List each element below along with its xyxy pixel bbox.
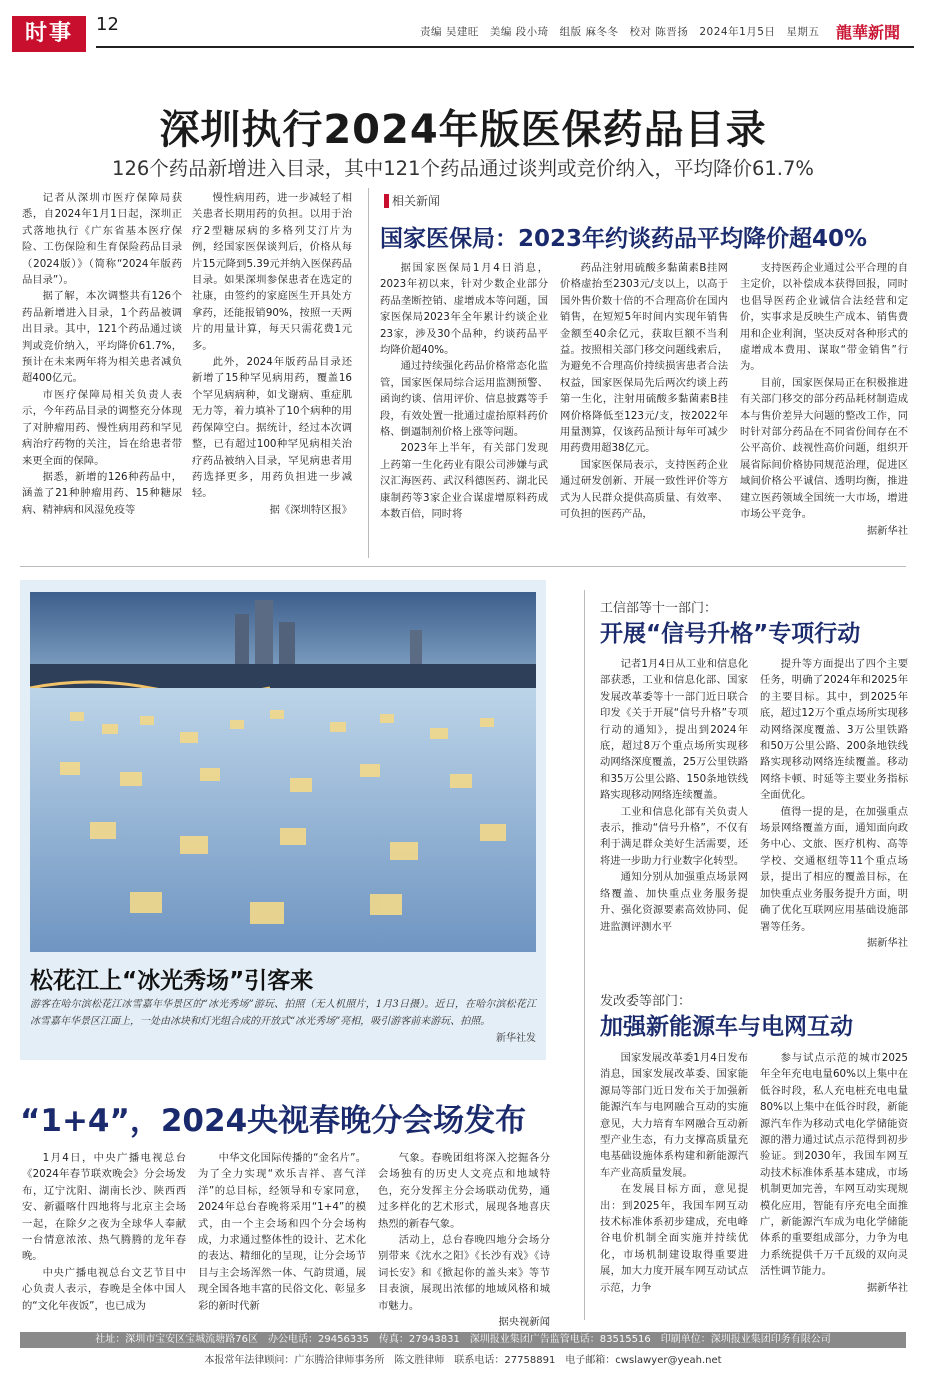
related-paragraph: 药品注射用硫酸多黏菌素B挂网价格虚抬至2303元/支以上，以高于国外售价数十倍的不合理高价在国内销售，在短短5年时间内实现年销售金额至40余亿元，获取巨额不当利益。按照相关部门移交问题线索后，为避免不合理高价持续损害患者合法权益，国家医保局先后两次约谈上药第一生化，注射用硫酸多黏菌素B挂网价格降低至123元/支，按2022年用量测算，仅该药品预计每年可减少用药费用超38亿元。 (560, 262, 728, 455)
related-source: 据新华社 (866, 524, 908, 537)
related-label: 相关新闻 (392, 194, 441, 208)
related-column-3 (740, 260, 908, 539)
column-divider (368, 188, 369, 558)
signal-paragraph: 记者1月4日从工业和信息化部获悉，工业和信息化部、国家发展改革委等十一部门近日联合印发《关于开展“信号升格”专项行动的通知》，提出到2024年底，超过8万个重点场所实现移动网络深度覆盖，25万公里铁路和35万公里公路、150条地铁线路实现移动网络连续覆盖。 (600, 658, 748, 802)
signal-column-1 (600, 656, 748, 935)
signal-source: 据新华社 (866, 936, 908, 949)
gala-paragraph: 中华文化国际传播的“金名片”。为了全力实现“欢乐吉祥、喜气洋洋”的总目标，经领导和专家同意，2024年总台春晚将采用“1+4”的模式，由一个主会场和四个分会场构成，力求通过整体性的设计、艺术化的表达、精细化的呈现，让分会场节目与主会场浑然一体、气韵贯通，展现全国各地丰富的民俗文化、彰显多彩的新时代新 (198, 1152, 366, 1312)
gala-paragraph: 活动上，总台春晚四地分会场分别带来《沈水之阳》《长沙有戏》《诗词长安》和《掀起你的盖头来》等节目表演，展现出浓郁的地域风格和城市魅力。 (378, 1234, 550, 1312)
related-paragraph: 国家医保局表示，支持医药企业通过研发创新、开展一致性评价等方式为人民群众提供高质量、有效率、可负担的医药产品， (560, 458, 728, 521)
signal-paragraph: 值得一提的是，在加强重点场景网络覆盖方面，通知面向政务中心、文旅、医疗机构、高等学校、交通枢纽等11个重点场景，提出了相应的覆盖目标，在加快重点业务服务提升方面，明确了优化互联网应用基础设施部署等任务。 (760, 805, 908, 933)
section-tag: 时事 (12, 16, 86, 52)
photo-caption-text: 游客在哈尔滨松花江冰雪嘉年华景区的“冰光秀场”游玩、拍照（无人机照片，1月3日摄）。近日，在哈尔滨松花江冰雪嘉年华景区江面上，一处由冰块和灯光组合成的开放式“冰光秀场”亮相，吸引游客前来游玩、拍照。 (30, 999, 536, 1027)
lead-column-2 (192, 190, 352, 518)
gala-paragraph: 1月4日，中央广播电视总台《2024年春节联欢晚会》分会场发布，辽宁沈阳、湖南长沙、陕西西安、新疆喀什四地将与北京主会场一起，在除夕之夜为全球华人奉献一台情意浓浓、热气腾腾的龙年春晚。 (22, 1152, 186, 1263)
gala-source: 据央视新闻 (498, 1316, 550, 1329)
signal-paragraph: 通知分别从加强重点场景网络覆盖、加快重点业务服务提升、强化资源要素高效协同、促进监测评测水平 (600, 871, 748, 933)
related-paragraph: 支持医药企业通过公平合理的自主定价，以补偿成本获得回报，同时也倡导医药企业诚信合法经营和定价，实事求是反映生产成本、销售费用和企业利润，坚决反对各种形式的虚增成本费用、谋取“带金销售”行为。 (740, 262, 908, 373)
related-paragraph: 2023年上半年，有关部门发现上药第一生化药业有限公司涉嫌与武汉汇海医药、武汉科德医药、湖北民康制药等3家企业合谋虚增原料药成本数百倍，同时将 (380, 442, 548, 521)
gala-column-3 (378, 1150, 550, 1330)
lead-column-1 (22, 190, 182, 518)
page-number: 12 (96, 14, 119, 35)
gala-column-1 (22, 1150, 186, 1314)
editor-credits: 责编 吴建旺 美编 段小琦 组版 麻冬冬 校对 陈晋扬 2024年1月5日 星期五 (420, 26, 820, 38)
newspaper-logo: 龍華新聞 (836, 23, 901, 42)
photo-source: 新华社发 (496, 1033, 536, 1044)
energy-paragraph: 在发展目标方面，意见提出：到2025年，我国车网互动技术标准体系初步建成，充电峰谷电价机制全面实施并持续优化，市场机制建设取得重要进展，加大力度开展车网互动试点示范，力争 (600, 1183, 748, 1294)
gala-headline: “1+4”，2024央视春晚分会场发布 (20, 1103, 527, 1139)
signal-paragraph: 工业和信息化部有关负责人表示，推动“信号升格”，不仅有利于满足群众美好生活需要，还将进一步助力行业数字化转型。 (600, 805, 748, 867)
gala-column-2 (198, 1150, 366, 1314)
signal-column-2 (760, 656, 908, 951)
section-rule (20, 566, 906, 567)
gala-paragraph: 中央广播电视总台文艺节目中心负责人表示，春晚是全体中国人的“文化年夜饭”，也已成为 (22, 1266, 186, 1312)
lead-paragraph: 记者从深圳市医疗保障局获悉，自2024年1月1日起，深圳正式落地执行《广东省基本医疗保险、工伤保险和生育保险药品目录（2024版）》（简称“2024年版药品目录”）。 (22, 192, 182, 287)
footer-legal-note: 本报常年法律顾问：广东腾洽律师事务所 陈文胜律师 联系电话：27758891 电子邮箱：cwslawyer@yeah.net (204, 1355, 722, 1366)
gala-paragraph: 气象。春晚团组将深入挖掘各分会场独有的历史人文亮点和地域特色，充分发挥主分会场联动优势，通过多样化的艺术形式，展现各地喜庆热烈的新春气象。 (378, 1152, 550, 1230)
lead-source: 据《深圳特区报》 (269, 503, 352, 516)
photo-headline: 松花江上“冰光秀场”引客来 (30, 968, 314, 994)
signal-paragraph: 提升等方面提出了四个主要任务，明确了2024年和2025年的主要目标。其中，到2025年底，超过12万个重点场所实现移动网络深度覆盖、3万公里铁路和50万公里公路、200条地铁线路实现移动网络连续覆盖。移动网络卡顿、时延等主要业务指标全面优化。 (760, 658, 908, 802)
energy-paragraph: 国家发展改革委1月4日发布消息，国家发展改革委、国家能源局等部门近日发布关于加强新能源汽车与电网融合互动的实施意见，大力培育车网融合互动新型产业生态，有力支撑高质量充电基础设施体系构建和新能源汽车产业高质量发展。 (600, 1052, 748, 1179)
energy-column-2 (760, 1050, 908, 1296)
energy-column-1 (600, 1050, 748, 1296)
energy-kicker: 发改委等部门： (600, 994, 692, 1009)
lead-paragraph: 慢性病用药，进一步减轻了相关患者长期用药的负担。以用于治疗2型糖尿病的多格列艾汀片为例，经国家医保谈判后，价格从每片15元降到5.39元并纳入医保药品目录。如果深圳参保患者在选定的社康，由签约的家庭医生开具处方拿药，还能报销90%，按照一天两片的用量计算，每天只需花费1元多。 (192, 192, 352, 352)
signal-kicker: 工信部等十一部门： (600, 601, 718, 616)
related-paragraph: 通过持续强化药品价格常态化监管，国家医保局综合运用监测预警、函询约谈、信用评价、信息披露等手段，有效处置一批通过虚抬原料药价格、倒逼制剂价格上涨等问题。 (380, 360, 548, 439)
masthead-rule (96, 46, 914, 48)
footer-address-bar: 社址：深圳市宝安区宝城流塘路76区 办公电话：29456335 传真：27943831 深圳报业集团广告监管电话：83515516 印刷单位：深圳报业集团印务有限公司 (20, 1332, 906, 1348)
related-headline: 国家医保局：2023年约谈药品平均降价超40% (380, 226, 868, 252)
related-paragraph: 据国家医保局1月4日消息，2023年初以来，针对少数企业部分药品垄断控销、虚增成本等问题，国家医保局2023年全年累计约谈企业23家，涉及30个品种，约谈药品平均降价超40%。 (380, 262, 548, 357)
related-column-2 (560, 260, 728, 523)
energy-headline: 加强新能源车与电网互动 (600, 1014, 853, 1040)
related-column-1 (380, 260, 548, 523)
energy-paragraph: 参与试点示范的城市2025年全年充电电量60%以上集中在低谷时段，私人充电桩充电电量80%以上集中在低谷时段，新能源汽车作为移动式电化学储能资源的潜力通过试点示范得到初步验证。到2030年，我国车网互动技术标准体系基本建成，市场机制更加完善，车网互动实现规模化应用，智能有序充电全面推广，新能源汽车成为电化学储能体系的重要组成部分，力争为电力系统提供千万千瓦级的双向灵活性调节能力。 (760, 1052, 908, 1278)
lead-headline: 深圳执行2024年版医保药品目录 (159, 107, 767, 153)
energy-source: 据新华社 (866, 1281, 908, 1294)
column-divider (584, 590, 585, 1320)
lead-paragraph: 据悉，新增的126种药品中，涵盖了21种肿瘤用药、15种糖尿病、精神病和风湿免疫等 (22, 470, 182, 516)
photo-caption (30, 996, 536, 1047)
signal-headline: 开展“信号升格”专项行动 (600, 621, 861, 647)
lead-paragraph: 据了解，本次调整共有126个药品新增进入目录，1个药品被调出目录。其中，121个药品通过谈判或竞价纳入，平均降价61.7%，预计在未来两年将为相关患者减负超400亿元。 (22, 290, 182, 385)
ice-light-show-photo (30, 592, 536, 952)
related-marker (384, 194, 389, 208)
lead-paragraph: 市医疗保障局相关负责人表示，今年药品目录的调整充分体现了对肿瘤用药、慢性病用药和罕见病治疗药物的关注，旨在给患者带来更全面的保障。 (22, 388, 182, 467)
lead-paragraph: 此外，2024年版药品目录还新增了15种罕见病用药，覆盖16个罕见病病种，如戈谢病、重症肌无力等，着力填补了10个病种的用药保障空白。据统计，经过本次调整，已有超过100种罕见病相关治疗药品被纳入目录，罕见病患者用药选择更多，用药负担进一步减轻。 (192, 356, 352, 500)
related-paragraph: 目前，国家医保局正在积极推进有关部门移交的部分药品耗材制造成本与售价差异大问题的整改工作，同时针对部分药品在不同省份间存在不公平高价、歧视性高价问题，组织开展省际间价格协同规范治理，促进区域间价格公平诚信、透明均衡，推进建立医药领域全国统一大市场，增进市场公平竞争。 (740, 376, 908, 521)
lead-subheadline: 126个药品新增进入目录，其中121个药品通过谈判或竞价纳入，平均降价61.7% (112, 157, 814, 180)
